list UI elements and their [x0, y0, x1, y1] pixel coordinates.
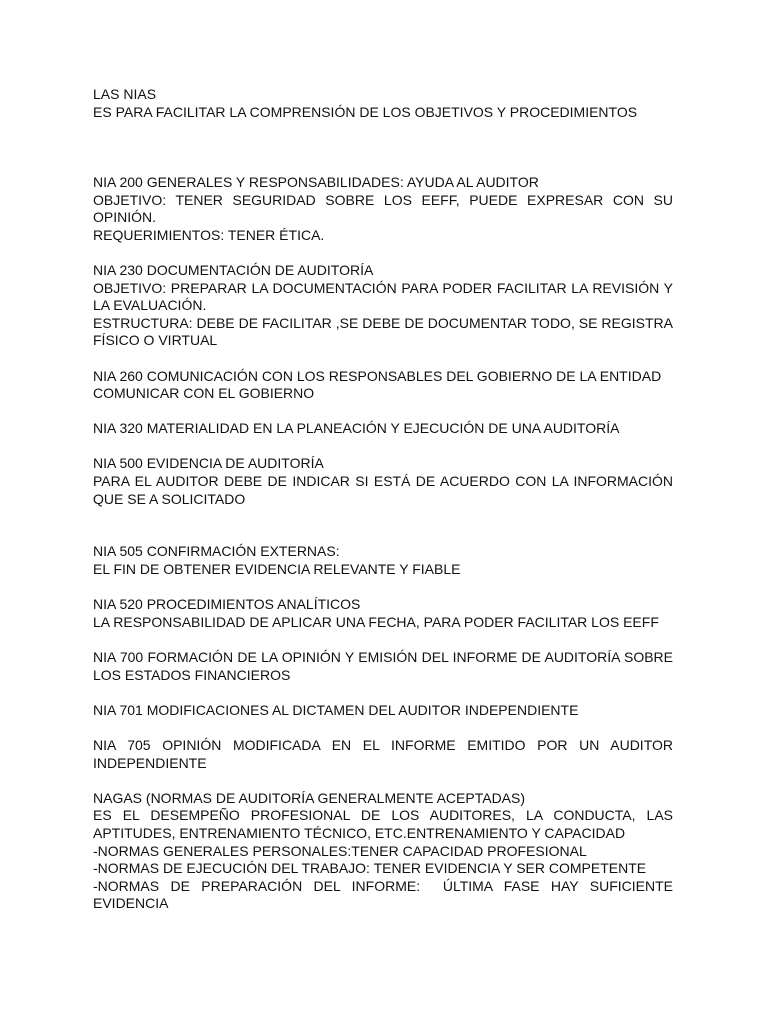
nagas-normas-preparacion: -NORMAS DE PREPARACIÓN DEL INFORME: ÚLTIMA FASE HAY SUFICIENTE EVIDENCIA [93, 877, 677, 912]
nia-200-heading: NIA 200 GENERALES Y RESPONSABILIDADES: AYUDA AL AUDITOR [93, 173, 539, 190]
intro-section [93, 86, 673, 121]
nagas-detail: ES EL DESEMPEÑO PROFESIONAL DE LOS AUDITORES, LA CONDUCTA, LAS APTITUDES, ENTRENAMIENTO TÉCNICO, ETC.ENTRENAMIENTO Y CAPACIDAD [93, 807, 673, 841]
nia-500-heading: NIA 500 EVIDENCIA DE AUDITORÍA [93, 455, 324, 472]
nia-700-heading: NIA 700 FORMACIÓN DE LA OPINIÓN Y EMISIÓN DEL INFORME DE AUDITORÍA SOBRE LOS ESTADOS FINANCIEROS [93, 649, 673, 683]
nia-260-detail: COMUNICAR CON EL GOBIERNO [93, 385, 315, 402]
document-page [93, 86, 677, 913]
nia-230-objetivo: OBJETIVO: PREPARAR LA DOCUMENTACIÓN PARA PODER FACILITAR LA REVISIÓN Y LA EVALUACIÓN. [93, 279, 673, 314]
nagas-normas-generales: -NORMAS GENERALES PERSONALES:TENER CAPACIDAD PROFESIONAL [93, 842, 587, 859]
nia-520-heading: NIA 520 PROCEDIMIENTOS ANALÍTICOS [93, 596, 361, 613]
nia-200-objetivo: OBJETIVO: TENER SEGURIDAD SOBRE LOS EEFF, PUEDE EXPRESAR CON SU OPINIÓN. [93, 191, 673, 226]
nia-701-heading: NIA 701 MODIFICACIONES AL DICTAMEN DEL AUDITOR INDEPENDIENTE [93, 701, 579, 718]
nia-500-section [93, 455, 673, 508]
document-subtitle: ES PARA FACILITAR LA COMPRENSIÓN DE LOS OBJETIVOS Y PROCEDIMIENTOS [93, 103, 638, 120]
nia-320-section [93, 420, 673, 438]
nia-701-section [93, 702, 673, 720]
nia-200-requerimientos: REQUERIMIENTOS: TENER ÉTICA. [93, 226, 325, 243]
nia-200-section [93, 174, 673, 244]
nia-500-detail: PARA EL AUDITOR DEBE DE INDICAR SI ESTÁ DE ACUERDO CON LA INFORMACIÓN QUE SE A SOLICITADO [93, 473, 673, 507]
nia-230-estructura: ESTRUCTURA: DEBE DE FACILITAR ,SE DEBE DE DOCUMENTAR TODO, SE REGISTRA FÍSICO O VIRTUAL [93, 314, 673, 349]
nia-505-detail: EL FIN DE OBTENER EVIDENCIA RELEVANTE Y FIABLE [93, 561, 461, 578]
nia-320-heading: NIA 320 MATERIALIDAD EN LA PLANEACIÓN Y EJECUCIÓN DE UNA AUDITORÍA [93, 420, 620, 437]
nia-705-heading: NIA 705 OPINIÓN MODIFICADA EN EL INFORME EMITIDO POR UN AUDITOR INDEPENDIENTE [93, 736, 673, 771]
nagas-heading: NAGAS (NORMAS DE AUDITORÍA GENERALMENTE ACEPTADAS) [93, 789, 526, 806]
nia-260-heading: NIA 260 COMUNICACIÓN CON LOS RESPONSABLES DEL GOBIERNO DE LA ENTIDAD [93, 367, 662, 384]
nagas-normas-ejecucion: -NORMAS DE EJECUCIÓN DEL TRABAJO: TENER EVIDENCIA Y SER COMPETENTE [93, 860, 647, 877]
nia-230-heading: NIA 230 DOCUMENTACIÓN DE AUDITORÍA [93, 261, 374, 278]
nia-230-section [93, 262, 673, 350]
nia-260-section [93, 368, 673, 403]
nagas-section [93, 789, 677, 913]
nia-700-section [93, 649, 673, 684]
nia-505-section [93, 543, 673, 578]
nia-505-heading: NIA 505 CONFIRMACIÓN EXTERNAS: [93, 543, 340, 560]
nia-520-section [93, 596, 673, 631]
nia-520-detail: LA RESPONSABILIDAD DE APLICAR UNA FECHA, PARA PODER FACILITAR LOS EEFF [93, 613, 659, 630]
document-title: LAS NIAS [93, 86, 157, 102]
nia-705-section [93, 737, 673, 772]
